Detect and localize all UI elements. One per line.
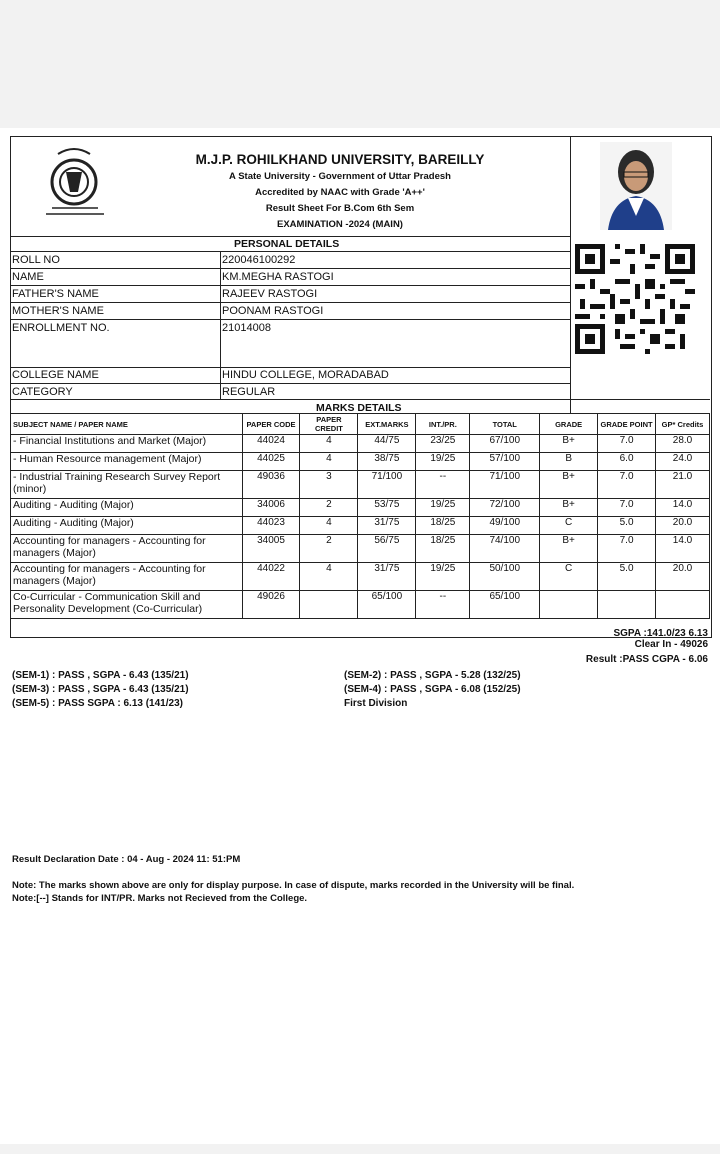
ext-cell: 31/75 <box>358 517 416 535</box>
gp-credits-cell: 14.0 <box>656 535 710 563</box>
grade-point-cell: 7.0 <box>598 535 656 563</box>
ext-cell: 38/75 <box>358 453 416 471</box>
sem-3-result: (SEM-3) : PASS , SGPA - 6.43 (135/21) <box>12 684 189 695</box>
ext-cell: 71/100 <box>358 471 416 499</box>
int-cell: -- <box>416 591 470 619</box>
col-subject: SUBJECT NAME / PAPER NAME <box>11 414 243 435</box>
note-display: Note: The marks shown above are only for display purpose. In case of dispute, marks recorded in the University will be final. <box>12 880 575 891</box>
college-value: HINDU COLLEGE, MORADABAD <box>222 369 389 381</box>
father-name-label: FATHER'S NAME <box>12 288 99 300</box>
grade-point-cell: 7.0 <box>598 471 656 499</box>
header-line-1: A State University - Government of Uttar Pradesh <box>229 171 451 182</box>
code-cell: 44023 <box>242 517 300 535</box>
code-cell: 44024 <box>242 435 300 453</box>
grade-point-cell: 7.0 <box>598 435 656 453</box>
credit-cell <box>300 591 358 619</box>
grade-cell: B+ <box>540 499 598 517</box>
name-label: NAME <box>12 271 44 283</box>
name-value: KM.MEGHA RASTOGI <box>222 271 334 283</box>
table-row <box>11 535 710 563</box>
credit-cell: 4 <box>300 435 358 453</box>
header-line-3: Result Sheet For B.Com 6th Sem <box>265 203 415 214</box>
int-cell: 19/25 <box>416 499 470 517</box>
sem-4-result: (SEM-4) : PASS , SGPA - 6.08 (152/25) <box>344 684 521 695</box>
college-label: COLLEGE NAME <box>12 369 99 381</box>
col-paper-credit: PAPER CREDIT <box>300 414 358 435</box>
int-cell: 19/25 <box>416 563 470 591</box>
total-cell: 71/100 <box>470 471 540 499</box>
ext-cell: 53/75 <box>358 499 416 517</box>
grade-cell <box>540 591 598 619</box>
subject-cell: Accounting for managers - Accounting for managers (Major) <box>11 563 243 591</box>
father-name-value: RAJEEV RASTOGI <box>222 288 318 300</box>
int-cell: -- <box>416 471 470 499</box>
ext-cell: 56/75 <box>358 535 416 563</box>
col-grade: GRADE <box>540 414 598 435</box>
col-ext-marks: EXT.MARKS <box>358 414 416 435</box>
table-row <box>11 517 710 535</box>
total-cell: 49/100 <box>470 517 540 535</box>
header-line-2: Accredited by NAAC with Grade 'A++' <box>255 187 425 198</box>
result-cgpa: Result :PASS CGPA - 6.06 <box>585 654 708 665</box>
roll-no-value: 220046100292 <box>222 254 296 266</box>
total-cell: 72/100 <box>470 499 540 517</box>
total-cell: 50/100 <box>470 563 540 591</box>
total-cell: 67/100 <box>470 435 540 453</box>
int-cell: 23/25 <box>416 435 470 453</box>
gp-credits-cell: 14.0 <box>656 499 710 517</box>
code-cell: 49036 <box>242 471 300 499</box>
sem-1-result: (SEM-1) : PASS , SGPA - 6.43 (135/21) <box>12 670 189 681</box>
code-cell: 34005 <box>242 535 300 563</box>
ext-cell: 31/75 <box>358 563 416 591</box>
ext-cell: 44/75 <box>358 435 416 453</box>
table-row <box>11 471 710 499</box>
credit-cell: 2 <box>300 535 358 563</box>
category-value: REGULAR <box>222 386 276 398</box>
sem-2-result: (SEM-2) : PASS , SGPA - 5.28 (132/25) <box>344 670 521 681</box>
university-logo-icon <box>38 142 118 222</box>
gp-credits-cell: 28.0 <box>656 435 710 453</box>
code-cell: 49026 <box>242 591 300 619</box>
col-paper-code: PAPER CODE <box>242 414 300 435</box>
ext-cell: 65/100 <box>358 591 416 619</box>
code-cell: 44025 <box>242 453 300 471</box>
result-sheet <box>0 128 720 1144</box>
marks-header-row <box>11 414 710 435</box>
int-cell: 18/25 <box>416 535 470 563</box>
code-cell: 34006 <box>242 499 300 517</box>
enrollment-value: 21014008 <box>222 322 271 334</box>
subject-cell: Auditing - Auditing (Major) <box>11 517 243 535</box>
grade-point-cell: 6.0 <box>598 453 656 471</box>
sgpa-summary: SGPA :141.0/23 6.13 <box>613 628 708 639</box>
subject-cell: - Financial Institutions and Market (Major) <box>11 435 243 453</box>
code-cell: 44022 <box>242 563 300 591</box>
col-gp-credits: GP* Credits <box>656 414 710 435</box>
grade-point-cell <box>598 591 656 619</box>
mother-name-label: MOTHER'S NAME <box>12 305 104 317</box>
grade-cell: C <box>540 563 598 591</box>
credit-cell: 2 <box>300 499 358 517</box>
subject-cell: Accounting for managers - Accounting for managers (Major) <box>11 535 243 563</box>
personal-details-title: PERSONAL DETAILS <box>234 238 340 250</box>
subject-cell: Auditing - Auditing (Major) <box>11 499 243 517</box>
credit-cell: 3 <box>300 471 358 499</box>
table-row <box>11 591 710 619</box>
credit-cell: 4 <box>300 517 358 535</box>
grade-cell: B+ <box>540 435 598 453</box>
enrollment-label: ENROLLMENT NO. <box>12 322 110 334</box>
grade-point-cell: 7.0 <box>598 499 656 517</box>
col-total: TOTAL <box>470 414 540 435</box>
table-row <box>11 453 710 471</box>
grade-cell: B <box>540 453 598 471</box>
subject-cell: Co-Curricular - Communication Skill and Personality Development (Co-Curricular) <box>11 591 243 619</box>
university-name: M.J.P. ROHILKHAND UNIVERSITY, BAREILLY <box>195 152 485 167</box>
gp-credits-cell: 21.0 <box>656 471 710 499</box>
total-cell: 65/100 <box>470 591 540 619</box>
gp-credits-cell: 20.0 <box>656 563 710 591</box>
credit-cell: 4 <box>300 563 358 591</box>
gp-credits-cell <box>656 591 710 619</box>
subject-cell: - Industrial Training Research Survey Report (minor) <box>11 471 243 499</box>
table-row <box>11 563 710 591</box>
category-label: CATEGORY <box>12 386 73 398</box>
mother-name-value: POONAM RASTOGI <box>222 305 324 317</box>
sem-5-result: (SEM-5) : PASS SGPA : 6.13 (141/23) <box>12 698 183 709</box>
col-int-pr: INT./PR. <box>416 414 470 435</box>
table-row <box>11 499 710 517</box>
grade-cell: B+ <box>540 535 598 563</box>
clear-in: Clear In - 49026 <box>634 639 708 650</box>
total-cell: 74/100 <box>470 535 540 563</box>
roll-no-label: ROLL NO <box>12 254 60 266</box>
header-line-4: EXAMINATION -2024 (MAIN) <box>277 219 403 230</box>
subject-cell: - Human Resource management (Major) <box>11 453 243 471</box>
note-int-pr: Note:[--] Stands for INT/PR. Marks not Recieved from the College. <box>12 893 308 904</box>
grade-cell: C <box>540 517 598 535</box>
total-cell: 57/100 <box>470 453 540 471</box>
student-photo <box>600 142 672 230</box>
marks-table <box>10 413 710 619</box>
marks-details-title: MARKS DETAILS <box>316 402 402 414</box>
table-row <box>11 435 710 453</box>
division: First Division <box>344 698 408 709</box>
photo-divider <box>570 136 571 236</box>
gp-credits-cell: 24.0 <box>656 453 710 471</box>
int-cell: 19/25 <box>416 453 470 471</box>
declaration-date: Result Declaration Date : 04 - Aug - 2024 11: 51:PM <box>12 854 241 865</box>
grade-point-cell: 5.0 <box>598 563 656 591</box>
qr-code <box>575 244 695 354</box>
col-grade-point: GRADE POINT <box>598 414 656 435</box>
grade-cell: B+ <box>540 471 598 499</box>
credit-cell: 4 <box>300 453 358 471</box>
gp-credits-cell: 20.0 <box>656 517 710 535</box>
int-cell: 18/25 <box>416 517 470 535</box>
grade-point-cell: 5.0 <box>598 517 656 535</box>
